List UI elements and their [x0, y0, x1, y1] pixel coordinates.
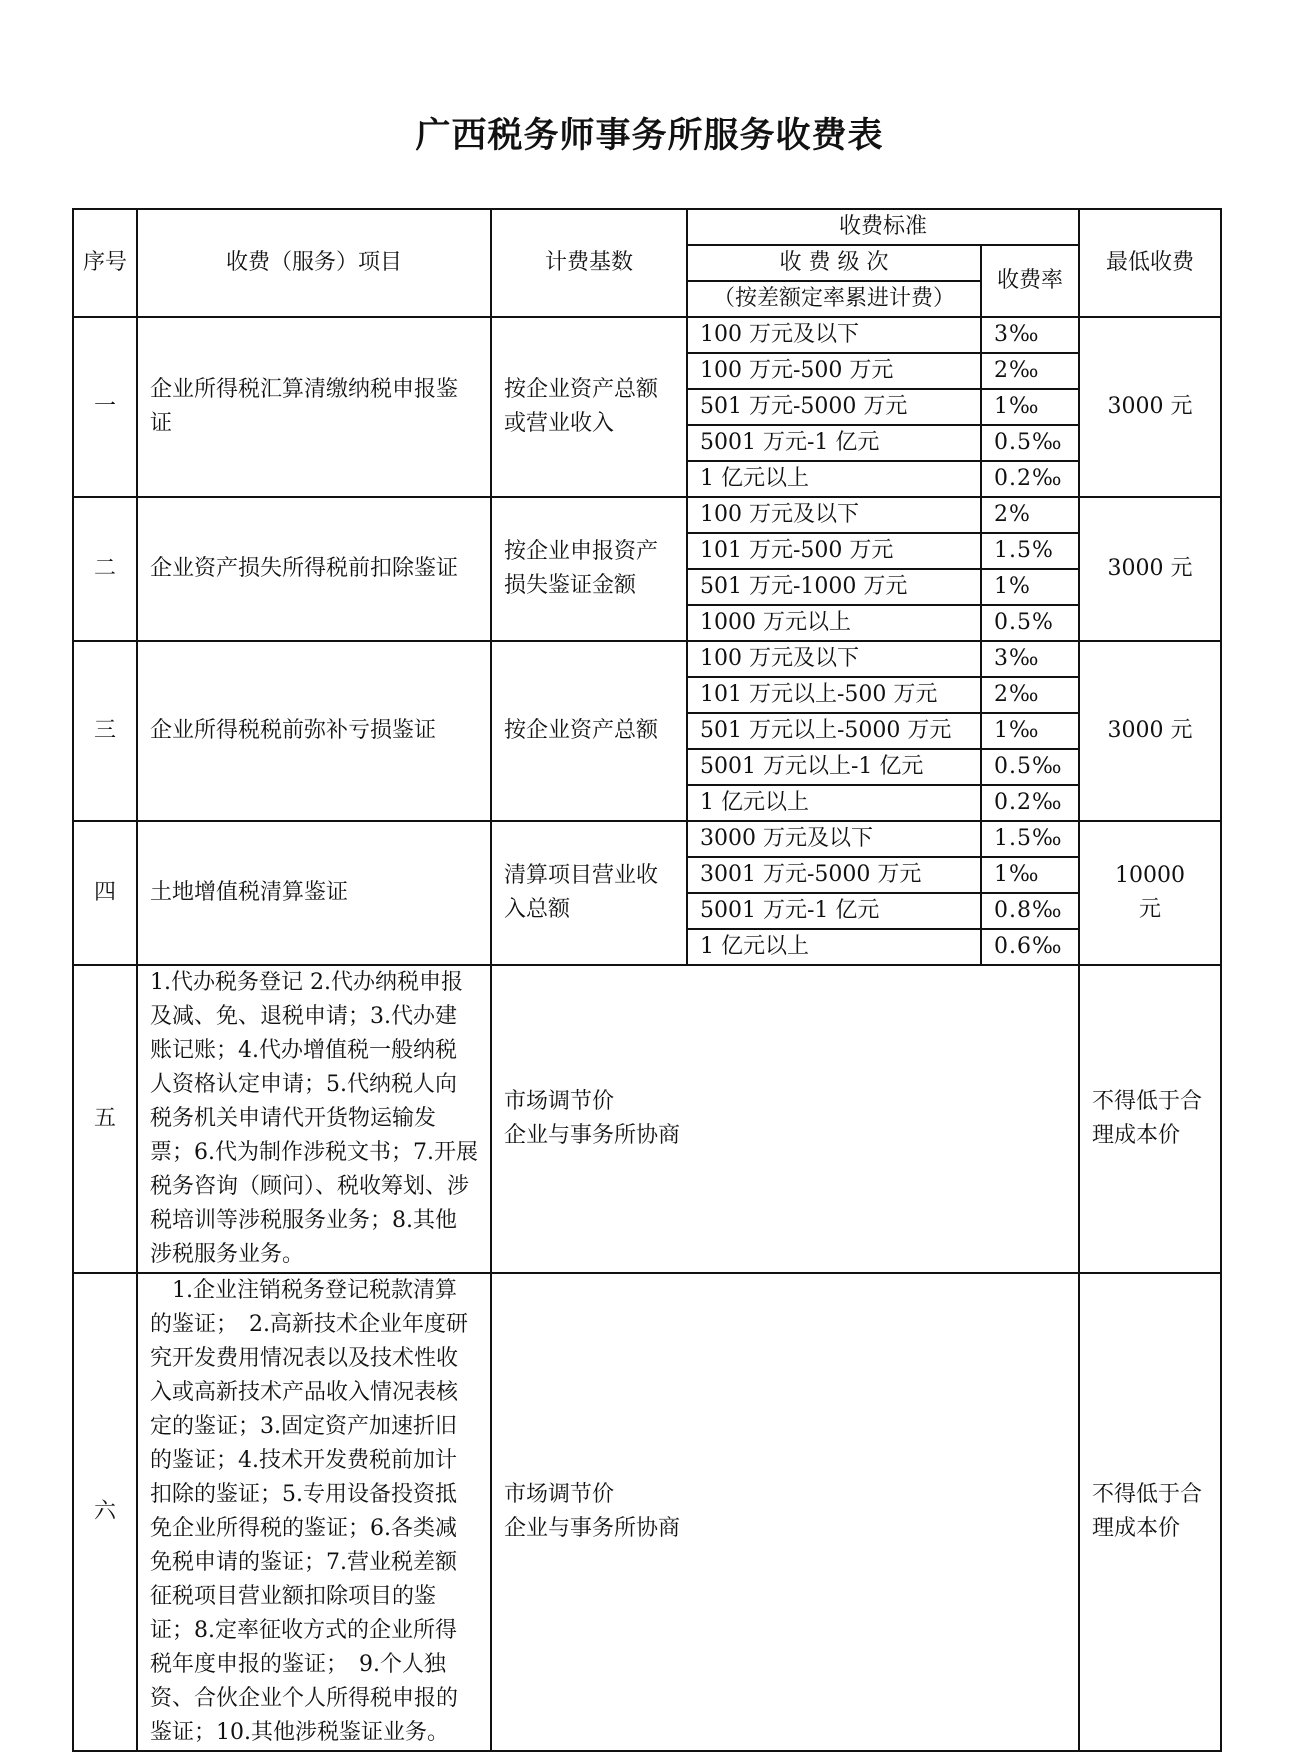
row-basis: 按企业申报资产损失鉴证金额	[491, 497, 687, 641]
row-seq: 一	[73, 317, 137, 497]
tier-rate: 1‰	[981, 713, 1079, 749]
tier-rate: 2‰	[981, 353, 1079, 389]
row-price	[491, 965, 1079, 1273]
row-seq: 六	[73, 1273, 137, 1751]
fee-table	[72, 208, 1222, 1752]
tier-level: 1 亿元以上	[687, 785, 981, 821]
header-tier-note: （按差额定率累进计费）	[687, 281, 981, 317]
tier-rate: 2‰	[981, 677, 1079, 713]
header-standard: 收费标准	[687, 209, 1079, 245]
row-seq: 三	[73, 641, 137, 821]
header-item: 收费（服务）项目	[137, 209, 491, 317]
tier-level: 3001 万元-5000 万元	[687, 857, 981, 893]
tier-level: 100 万元及以下	[687, 641, 981, 677]
tier-level: 5001 万元-1 亿元	[687, 425, 981, 461]
page-title: 广西税务师事务所服务收费表	[415, 116, 884, 156]
tier-level: 5001 万元-1 亿元	[687, 893, 981, 929]
tier-level: 501 万元以上-5000 万元	[687, 713, 981, 749]
price-line-1: 市场调节价	[504, 1482, 615, 1507]
price-line-2: 企业与事务所协商	[504, 1123, 681, 1148]
header-rate: 收费率	[981, 245, 1079, 317]
tier-rate: 2%	[981, 497, 1079, 533]
row-min-fee: 不得低于合理成本价	[1079, 965, 1221, 1273]
tier-level: 501 万元-1000 万元	[687, 569, 981, 605]
tier-rate: 1.5‰	[981, 821, 1079, 857]
header-basis: 计费基数	[491, 209, 687, 317]
tier-level: 3000 万元及以下	[687, 821, 981, 857]
tier-level: 101 万元-500 万元	[687, 533, 981, 569]
tier-rate: 0.2‰	[981, 785, 1079, 821]
price-line-2: 企业与事务所协商	[504, 1516, 681, 1541]
row-item: 1.代办税务登记 2.代办纳税申报及减、免、退税申请；3.代办建账记账；4.代办增值税一般纳税人资格认定申请；5.代纳税人向税务机关申请代开货物运输发票；6.代为制作涉税文书；7.开展税务咨询（顾问）、税收筹划、涉税培训等涉税服务业务；8.其他涉税服务业务。	[137, 965, 491, 1273]
tier-rate: 0.5%	[981, 605, 1079, 641]
row-basis: 按企业资产总额或营业收入	[491, 317, 687, 497]
tier-level: 501 万元-5000 万元	[687, 389, 981, 425]
tier-level: 5001 万元以上-1 亿元	[687, 749, 981, 785]
header-tier: 收 费 级 次	[687, 245, 981, 281]
row-item: 土地增值税清算鉴证	[137, 821, 491, 965]
tier-rate: 0.6‰	[981, 929, 1079, 965]
row-min-fee: 不得低于合理成本价	[1079, 1273, 1221, 1751]
row-item: 企业所得税汇算清缴纳税申报鉴证	[137, 317, 491, 497]
row-item: 企业所得税税前弥补亏损鉴证	[137, 641, 491, 821]
tier-rate: 0.8‰	[981, 893, 1079, 929]
tier-rate: 3‰	[981, 317, 1079, 353]
tier-level: 1 亿元以上	[687, 461, 981, 497]
tier-rate: 3‰	[981, 641, 1079, 677]
header-min-fee: 最低收费	[1079, 209, 1221, 317]
row-price	[491, 1273, 1079, 1751]
header-seq: 序号	[73, 209, 137, 317]
tier-level: 101 万元以上-500 万元	[687, 677, 981, 713]
tier-rate: 0.5‰	[981, 425, 1079, 461]
row-basis: 清算项目营业收入总额	[491, 821, 687, 965]
row-min-fee: 10000 元	[1079, 821, 1221, 965]
row-min-fee: 3000 元	[1079, 497, 1221, 641]
row-item: 企业资产损失所得税前扣除鉴证	[137, 497, 491, 641]
row-seq: 四	[73, 821, 137, 965]
row-min-fee: 3000 元	[1079, 317, 1221, 497]
tier-rate: 1‰	[981, 857, 1079, 893]
row-item: 1.企业注销税务登记税款清算的鉴证； 2.高新技术企业年度研究开发费用情况表以及技术性收入或高新技术产品收入情况表核定的鉴证；3.固定资产加速折旧的鉴证；4.技术开发费税前加计扣除的鉴证；5.专用设备投资抵免企业所得税的鉴证；6.各类减免税申请的鉴证；7.营业税差额征税项目营业额扣除项目的鉴证；8.定率征收方式的企业所得税年度申报的鉴证； 9.个人独资、合伙企业个人所得税申报的鉴证；10.其他涉税鉴证业务。	[137, 1273, 491, 1751]
row-seq: 二	[73, 497, 137, 641]
tier-rate: 1%	[981, 569, 1079, 605]
tier-level: 100 万元及以下	[687, 497, 981, 533]
tier-rate: 0.2‰	[981, 461, 1079, 497]
tier-rate: 1.5%	[981, 533, 1079, 569]
row-basis: 按企业资产总额	[491, 641, 687, 821]
tier-level: 100 万元-500 万元	[687, 353, 981, 389]
row-min-fee: 3000 元	[1079, 641, 1221, 821]
price-line-1: 市场调节价	[504, 1089, 615, 1114]
tier-rate: 0.5‰	[981, 749, 1079, 785]
tier-level: 100 万元及以下	[687, 317, 981, 353]
tier-level: 1 亿元以上	[687, 929, 981, 965]
tier-rate: 1‰	[981, 389, 1079, 425]
tier-level: 1000 万元以上	[687, 605, 981, 641]
row-seq: 五	[73, 965, 137, 1273]
